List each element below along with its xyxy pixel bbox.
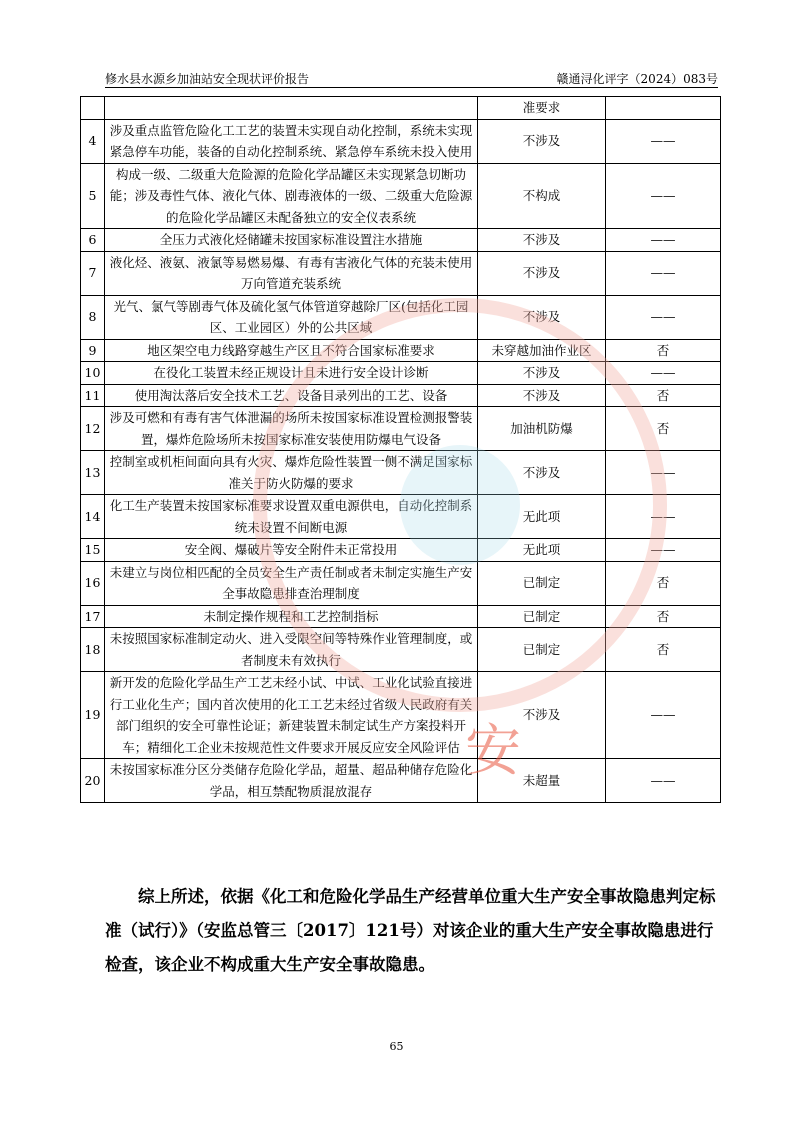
item-cell: 全压力式液化烃储罐未按国家标准设置注水措施 [105,229,478,252]
no-cell: 15 [81,539,105,562]
watermark-char: 安 [465,719,521,784]
no-cell: 5 [81,163,105,229]
status-cell: 已制定 [478,628,606,672]
item-cell: 新开发的危险化学品生产工艺未经小试、中试、工业化试验直接进行工业化生产；国内首次使用的化工工艺未经过省级人民政府有关部门组织的安全可靠性论证；新建装置未制定试生产方案投料开车；精细化工企业未按规范性文件要求开展反应安全风险评估 [105,672,478,759]
report-title: 修水县水源乡加油站安全现状评价报告 [105,72,310,86]
table-row [81,229,721,252]
status-cell: 不涉及 [478,451,606,495]
table-row [81,495,721,539]
status-cell: 未穿越加油作业区 [478,339,606,362]
result-cell: 否 [606,384,721,407]
status-cell: 不涉及 [478,295,606,339]
report-code: 赣通浔化评字（2024）083号 [556,72,718,86]
hazard-check-table [80,96,721,803]
status-cell: 已制定 [478,605,606,628]
table-row [81,628,721,672]
status-cell: 不涉及 [478,119,606,163]
no-cell: 18 [81,628,105,672]
table-row [81,163,721,229]
result-cell: —— [606,495,721,539]
item-cell: 未按照国家标准制定动火、进入受限空间等特殊作业管理制度，或者制度未有效执行 [105,628,478,672]
item-cell: 构成一级、二级重大危险源的危险化学品罐区未实现紧急切断功能；涉及毒性气体、液化气体、剧毒液体的一级、二级重大危险源的危险化学品罐区未配备独立的安全仪表系统 [105,163,478,229]
result-cell: —— [606,362,721,385]
result-cell: 否 [606,628,721,672]
no-cell: 19 [81,672,105,759]
table-row [81,407,721,451]
result-cell: 否 [606,605,721,628]
status-cell: 无此项 [478,495,606,539]
result-cell: —— [606,539,721,562]
table-row [81,451,721,495]
result-cell: —— [606,759,721,803]
status-cell: 不构成 [478,163,606,229]
status-cell: 不涉及 [478,362,606,385]
item-cell: 液化烃、液氨、液氯等易燃易爆、有毒有害液化气体的充装未使用万向管道充装系统 [105,251,478,295]
item-cell: 在役化工装置未经正规设计且未进行安全设计诊断 [105,362,478,385]
no-cell: 16 [81,561,105,605]
status-cell: 不涉及 [478,672,606,759]
result-cell: 否 [606,561,721,605]
no-cell: 8 [81,295,105,339]
table-row [81,561,721,605]
table-row [81,362,721,385]
table-row [81,759,721,803]
no-cell: 13 [81,451,105,495]
table-row [81,672,721,759]
no-cell: 11 [81,384,105,407]
status-cell: 不涉及 [478,251,606,295]
item-cell: 未建立与岗位相匹配的全员安全生产责任制或者未制定实施生产安全事故隐患排查治理制度 [105,561,478,605]
no-cell: 7 [81,251,105,295]
table-row [81,384,721,407]
item-cell: 未制定操作规程和工艺控制指标 [105,605,478,628]
status-cell: 不涉及 [478,384,606,407]
table-row [81,539,721,562]
item-cell: 化工生产装置未按国家标准要求设置双重电源供电，自动化控制系统未设置不间断电源 [105,495,478,539]
result-cell: 否 [606,407,721,451]
result-cell: —— [606,163,721,229]
no-cell: 12 [81,407,105,451]
status-cell: 不涉及 [478,229,606,252]
result-cell: —— [606,451,721,495]
status-cell: 未超量 [478,759,606,803]
item-cell: 涉及重点监管危险化工工艺的装置未实现自动化控制，系统未实现紧急停车功能，装备的自动化控制系统、紧急停车系统未投入使用 [105,119,478,163]
table-row [81,339,721,362]
result-cell: —— [606,251,721,295]
no-cell: 17 [81,605,105,628]
status-cell: 准要求 [478,97,606,120]
table-row [81,605,721,628]
no-cell: 4 [81,119,105,163]
item-cell: 安全阀、爆破片等安全附件未正常投用 [105,539,478,562]
item-cell: 未按国家标准分区分类储存危险化学品，超量、超品种储存危险化学品，相互禁配物质混放混存 [105,759,478,803]
conclusion-paragraph: 综上所述，依据《化工和危险化学品生产经营单位重大生产安全事故隐患判定标准（试行）》（安监总管三〔2017〕121号）对该企业的重大生产安全事故隐患进行检查，该企业不构成重大生产安全事故隐患。 [105,887,716,974]
item-cell: 地区架空电力线路穿越生产区且不符合国家标准要求 [105,339,478,362]
no-cell: 9 [81,339,105,362]
result-cell: —— [606,672,721,759]
table-row [81,251,721,295]
item-cell: 光气、氯气等剧毒气体及硫化氢气体管道穿越除厂区(包括化工园区、工业园区）外的公共区域 [105,295,478,339]
result-cell: —— [606,295,721,339]
result-cell: —— [606,119,721,163]
table-row [81,119,721,163]
no-cell: 14 [81,495,105,539]
result-cell: —— [606,229,721,252]
page-number: 65 [389,1040,404,1053]
status-cell: 加油机防爆 [478,407,606,451]
no-cell: 10 [81,362,105,385]
status-cell: 已制定 [478,561,606,605]
no-cell: 20 [81,759,105,803]
page-header [105,67,718,88]
item-cell: 涉及可燃和有毒有害气体泄漏的场所未按国家标准设置检测报警装置，爆炸危险场所未按国家标准安装使用防爆电气设备 [105,407,478,451]
no-cell: 6 [81,229,105,252]
item-cell: 使用淘汰落后安全技术工艺、设备目录列出的工艺、设备 [105,384,478,407]
table-row [81,295,721,339]
table-row-fragment [81,97,721,120]
item-cell: 控制室或机柜间面向具有火灾、爆炸危险性装置一侧不满足国家标准关于防火防爆的要求 [105,451,478,495]
result-cell: 否 [606,339,721,362]
status-cell: 无此项 [478,539,606,562]
